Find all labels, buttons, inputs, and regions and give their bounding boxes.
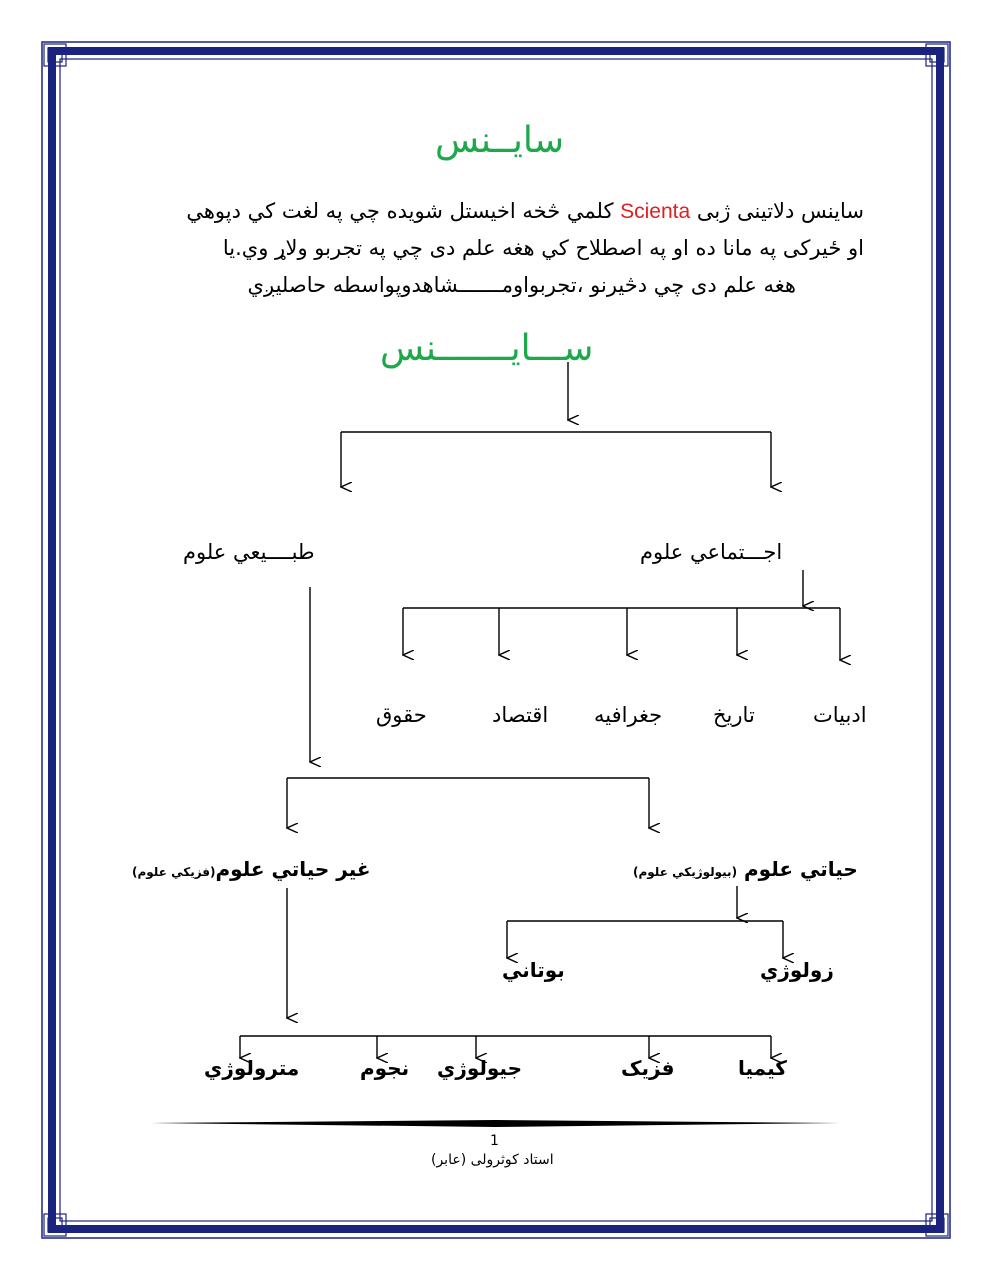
intro-line-1-start: ساینس دلاتینی ژبی bbox=[690, 199, 864, 223]
social-branch-economics: اقتصاد bbox=[492, 703, 549, 727]
social-branch-law: حقوق bbox=[376, 703, 427, 727]
physical-branch-geology: جیولوژي bbox=[437, 1056, 523, 1080]
bio-branch-botany: بوتاني bbox=[502, 958, 565, 982]
intro-line-1 bbox=[186, 193, 864, 230]
page-number: 1 bbox=[490, 1133, 499, 1149]
biological-sciences-node bbox=[633, 857, 858, 881]
physical-branch-astronomy: نجوم bbox=[360, 1056, 410, 1080]
scienta-term: Scienta bbox=[620, 200, 691, 223]
diagram-root: ســـایـــــــنس bbox=[380, 328, 594, 369]
page-title: سایــنس bbox=[435, 120, 565, 161]
non-biological-sciences-node bbox=[132, 857, 371, 881]
intro-line-2: او ځیرکی په مانا ده او په اصطلاح کي هغه علم دی چي په تجربو ولاړ وي.یا bbox=[222, 236, 864, 260]
non-biological-sciences-note: (فزیکي علوم) bbox=[132, 865, 216, 879]
bio-branch-zoology: زولوژي bbox=[760, 958, 834, 982]
intro-line-3: هغه علم دی چي دڅیرنو ،تجربواومـــــــشاهدوپواسطه حاصلیږي bbox=[247, 273, 796, 297]
social-branch-history: تاریخ bbox=[713, 703, 755, 727]
biological-sciences-note: (بیولوژیکي علوم) bbox=[633, 865, 738, 879]
author-credit: استاد کوثرولی (عابر) bbox=[431, 1152, 554, 1168]
physical-branch-meteorology: مترولوژي bbox=[204, 1056, 300, 1080]
physical-branch-physics: فزیک bbox=[621, 1056, 675, 1080]
social-sciences-node: اجـــتماعي علوم bbox=[640, 540, 783, 564]
social-branch-geography: جغرافیه bbox=[594, 703, 663, 727]
intro-line-1-end: کلمي څخه اخیستل شویده چي په لغت کي دپوهي bbox=[186, 199, 621, 223]
social-branch-literature: ادبیات bbox=[813, 703, 867, 727]
biological-sciences-main: حیاتي علوم bbox=[737, 857, 858, 881]
non-biological-sciences-main: غیر حیاتي علوم bbox=[215, 857, 371, 881]
footer-rule bbox=[150, 1120, 840, 1127]
natural-sciences-node: طبــــیعي علوم bbox=[183, 540, 315, 564]
physical-branch-chemistry: کیمیا bbox=[738, 1056, 787, 1080]
